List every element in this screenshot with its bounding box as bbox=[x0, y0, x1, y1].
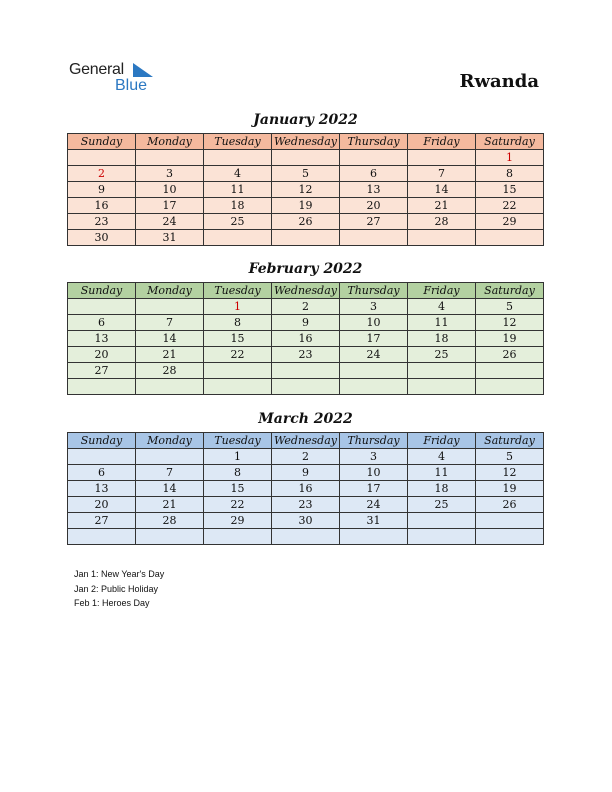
day-cell: 26 bbox=[272, 214, 340, 230]
weekday-header: Saturday bbox=[476, 134, 544, 150]
weekday-header: Sunday bbox=[68, 433, 136, 449]
empty-day-cell bbox=[340, 230, 408, 246]
day-cell: 17 bbox=[136, 198, 204, 214]
day-cell: 13 bbox=[68, 331, 136, 347]
empty-day-cell bbox=[68, 299, 136, 315]
day-cell: 20 bbox=[68, 347, 136, 363]
empty-day-cell bbox=[408, 529, 476, 545]
day-cell: 21 bbox=[408, 198, 476, 214]
empty-day-cell bbox=[476, 529, 544, 545]
day-cell: 23 bbox=[272, 497, 340, 513]
day-cell: 25 bbox=[408, 497, 476, 513]
day-cell: 31 bbox=[340, 513, 408, 529]
empty-day-cell bbox=[476, 513, 544, 529]
day-cell: 3 bbox=[136, 166, 204, 182]
day-cell: 14 bbox=[136, 331, 204, 347]
weekday-header: Monday bbox=[136, 433, 204, 449]
week-row bbox=[68, 481, 544, 497]
day-cell: 23 bbox=[272, 347, 340, 363]
day-cell: 1 bbox=[204, 449, 272, 465]
week-row bbox=[68, 230, 544, 246]
day-cell: 27 bbox=[340, 214, 408, 230]
empty-day-cell bbox=[476, 230, 544, 246]
empty-day-cell bbox=[136, 529, 204, 545]
day-cell: 10 bbox=[136, 182, 204, 198]
month-title-mar: March 2022 bbox=[258, 411, 353, 427]
day-cell: 7 bbox=[136, 315, 204, 331]
week-row bbox=[68, 166, 544, 182]
weekday-header: Monday bbox=[136, 283, 204, 299]
empty-day-cell bbox=[204, 363, 272, 379]
week-row bbox=[68, 449, 544, 465]
month-title-feb: February 2022 bbox=[248, 261, 363, 277]
day-cell: 2 bbox=[272, 299, 340, 315]
day-cell: 25 bbox=[204, 214, 272, 230]
day-cell: 25 bbox=[408, 347, 476, 363]
day-cell: 6 bbox=[340, 166, 408, 182]
weekday-header: Tuesday bbox=[204, 134, 272, 150]
holiday-note: Feb 1: Heroes Day bbox=[74, 598, 150, 608]
day-cell: 30 bbox=[272, 513, 340, 529]
empty-day-cell bbox=[272, 150, 340, 166]
day-cell: 16 bbox=[68, 198, 136, 214]
empty-day-cell bbox=[204, 230, 272, 246]
day-cell: 27 bbox=[68, 513, 136, 529]
empty-day-cell bbox=[340, 363, 408, 379]
empty-day-cell bbox=[476, 363, 544, 379]
weekday-header-row bbox=[68, 134, 544, 150]
empty-day-cell bbox=[408, 230, 476, 246]
weekday-header: Thursday bbox=[340, 283, 408, 299]
empty-day-cell bbox=[408, 513, 476, 529]
day-cell: 15 bbox=[204, 331, 272, 347]
weekday-header: Thursday bbox=[340, 433, 408, 449]
day-cell: 28 bbox=[408, 214, 476, 230]
day-cell: 17 bbox=[340, 481, 408, 497]
calendar-jan bbox=[67, 133, 544, 246]
day-cell: 1 bbox=[204, 299, 272, 315]
day-cell: 12 bbox=[476, 465, 544, 481]
day-cell: 13 bbox=[68, 481, 136, 497]
day-cell: 9 bbox=[68, 182, 136, 198]
day-cell: 2 bbox=[272, 449, 340, 465]
weekday-header: Saturday bbox=[476, 283, 544, 299]
day-cell: 29 bbox=[476, 214, 544, 230]
week-row bbox=[68, 347, 544, 363]
logo-text-general: General bbox=[69, 61, 124, 78]
day-cell: 24 bbox=[340, 347, 408, 363]
day-cell: 19 bbox=[272, 198, 340, 214]
empty-day-cell bbox=[340, 379, 408, 395]
day-cell: 3 bbox=[340, 299, 408, 315]
day-cell: 11 bbox=[408, 315, 476, 331]
empty-day-cell bbox=[136, 449, 204, 465]
empty-day-cell bbox=[204, 150, 272, 166]
day-cell: 10 bbox=[340, 465, 408, 481]
day-cell: 5 bbox=[272, 166, 340, 182]
day-cell: 8 bbox=[204, 465, 272, 481]
week-row bbox=[68, 299, 544, 315]
empty-day-cell bbox=[68, 150, 136, 166]
empty-day-cell bbox=[476, 379, 544, 395]
day-cell: 12 bbox=[272, 182, 340, 198]
month-title-jan: January 2022 bbox=[253, 112, 358, 128]
empty-day-cell bbox=[136, 299, 204, 315]
empty-day-cell bbox=[272, 230, 340, 246]
day-cell: 18 bbox=[408, 331, 476, 347]
day-cell: 28 bbox=[136, 363, 204, 379]
weekday-header-row bbox=[68, 433, 544, 449]
day-cell: 12 bbox=[476, 315, 544, 331]
day-cell: 26 bbox=[476, 497, 544, 513]
day-cell: 16 bbox=[272, 331, 340, 347]
day-cell: 6 bbox=[68, 315, 136, 331]
weekday-header: Wednesday bbox=[272, 433, 340, 449]
day-cell: 4 bbox=[408, 299, 476, 315]
day-cell: 27 bbox=[68, 363, 136, 379]
day-cell: 18 bbox=[204, 198, 272, 214]
holiday-notes bbox=[74, 567, 164, 611]
day-cell: 16 bbox=[272, 481, 340, 497]
weekday-header: Sunday bbox=[68, 134, 136, 150]
day-cell: 4 bbox=[204, 166, 272, 182]
day-cell: 2 bbox=[68, 166, 136, 182]
day-cell: 7 bbox=[408, 166, 476, 182]
week-row bbox=[68, 529, 544, 545]
day-cell: 24 bbox=[136, 214, 204, 230]
day-cell: 26 bbox=[476, 347, 544, 363]
country-title: Rwanda bbox=[459, 71, 539, 92]
empty-day-cell bbox=[272, 379, 340, 395]
week-row bbox=[68, 379, 544, 395]
day-cell: 5 bbox=[476, 299, 544, 315]
day-cell: 8 bbox=[476, 166, 544, 182]
calendar-feb bbox=[67, 282, 544, 395]
day-cell: 11 bbox=[204, 182, 272, 198]
week-row bbox=[68, 182, 544, 198]
weekday-header: Sunday bbox=[68, 283, 136, 299]
day-cell: 22 bbox=[204, 347, 272, 363]
empty-day-cell bbox=[68, 379, 136, 395]
day-cell: 17 bbox=[340, 331, 408, 347]
week-row bbox=[68, 465, 544, 481]
day-cell: 19 bbox=[476, 481, 544, 497]
day-cell: 13 bbox=[340, 182, 408, 198]
empty-day-cell bbox=[204, 529, 272, 545]
day-cell: 1 bbox=[476, 150, 544, 166]
holiday-note: Jan 2: Public Holiday bbox=[74, 583, 159, 594]
day-cell: 18 bbox=[408, 481, 476, 497]
week-row bbox=[68, 150, 544, 166]
logo bbox=[69, 61, 169, 97]
day-cell: 20 bbox=[68, 497, 136, 513]
day-cell: 24 bbox=[340, 497, 408, 513]
day-cell: 11 bbox=[408, 465, 476, 481]
week-row bbox=[68, 214, 544, 230]
day-cell: 22 bbox=[476, 198, 544, 214]
logo-text-blue: Blue bbox=[115, 77, 148, 94]
empty-day-cell bbox=[68, 449, 136, 465]
day-cell: 9 bbox=[272, 465, 340, 481]
day-cell: 7 bbox=[136, 465, 204, 481]
empty-day-cell bbox=[136, 150, 204, 166]
weekday-header: Monday bbox=[136, 134, 204, 150]
week-row bbox=[68, 198, 544, 214]
day-cell: 21 bbox=[136, 347, 204, 363]
empty-day-cell bbox=[408, 363, 476, 379]
empty-day-cell bbox=[272, 363, 340, 379]
holiday-note: Jan 1: New Year's Day bbox=[74, 569, 165, 579]
week-row bbox=[68, 363, 544, 379]
day-cell: 30 bbox=[68, 230, 136, 246]
day-cell: 21 bbox=[136, 497, 204, 513]
weekday-header: Friday bbox=[408, 283, 476, 299]
weekday-header: Friday bbox=[408, 433, 476, 449]
day-cell: 10 bbox=[340, 315, 408, 331]
day-cell: 20 bbox=[340, 198, 408, 214]
day-cell: 29 bbox=[204, 513, 272, 529]
week-row bbox=[68, 513, 544, 529]
day-cell: 14 bbox=[408, 182, 476, 198]
empty-day-cell bbox=[136, 379, 204, 395]
weekday-header: Tuesday bbox=[204, 433, 272, 449]
day-cell: 5 bbox=[476, 449, 544, 465]
day-cell: 14 bbox=[136, 481, 204, 497]
empty-day-cell bbox=[340, 150, 408, 166]
day-cell: 19 bbox=[476, 331, 544, 347]
day-cell: 8 bbox=[204, 315, 272, 331]
weekday-header-row bbox=[68, 283, 544, 299]
weekday-header: Wednesday bbox=[272, 283, 340, 299]
weekday-header: Thursday bbox=[340, 134, 408, 150]
day-cell: 28 bbox=[136, 513, 204, 529]
weekday-header: Friday bbox=[408, 134, 476, 150]
day-cell: 15 bbox=[476, 182, 544, 198]
week-row bbox=[68, 315, 544, 331]
empty-day-cell bbox=[68, 529, 136, 545]
weekday-header: Tuesday bbox=[204, 283, 272, 299]
weekday-header: Saturday bbox=[476, 433, 544, 449]
week-row bbox=[68, 497, 544, 513]
day-cell: 6 bbox=[68, 465, 136, 481]
day-cell: 4 bbox=[408, 449, 476, 465]
day-cell: 9 bbox=[272, 315, 340, 331]
empty-day-cell bbox=[204, 379, 272, 395]
empty-day-cell bbox=[408, 150, 476, 166]
week-row bbox=[68, 331, 544, 347]
empty-day-cell bbox=[340, 529, 408, 545]
day-cell: 15 bbox=[204, 481, 272, 497]
weekday-header: Wednesday bbox=[272, 134, 340, 150]
calendar-mar bbox=[67, 432, 544, 545]
empty-day-cell bbox=[272, 529, 340, 545]
day-cell: 22 bbox=[204, 497, 272, 513]
empty-day-cell bbox=[408, 379, 476, 395]
day-cell: 23 bbox=[68, 214, 136, 230]
day-cell: 31 bbox=[136, 230, 204, 246]
day-cell: 3 bbox=[340, 449, 408, 465]
